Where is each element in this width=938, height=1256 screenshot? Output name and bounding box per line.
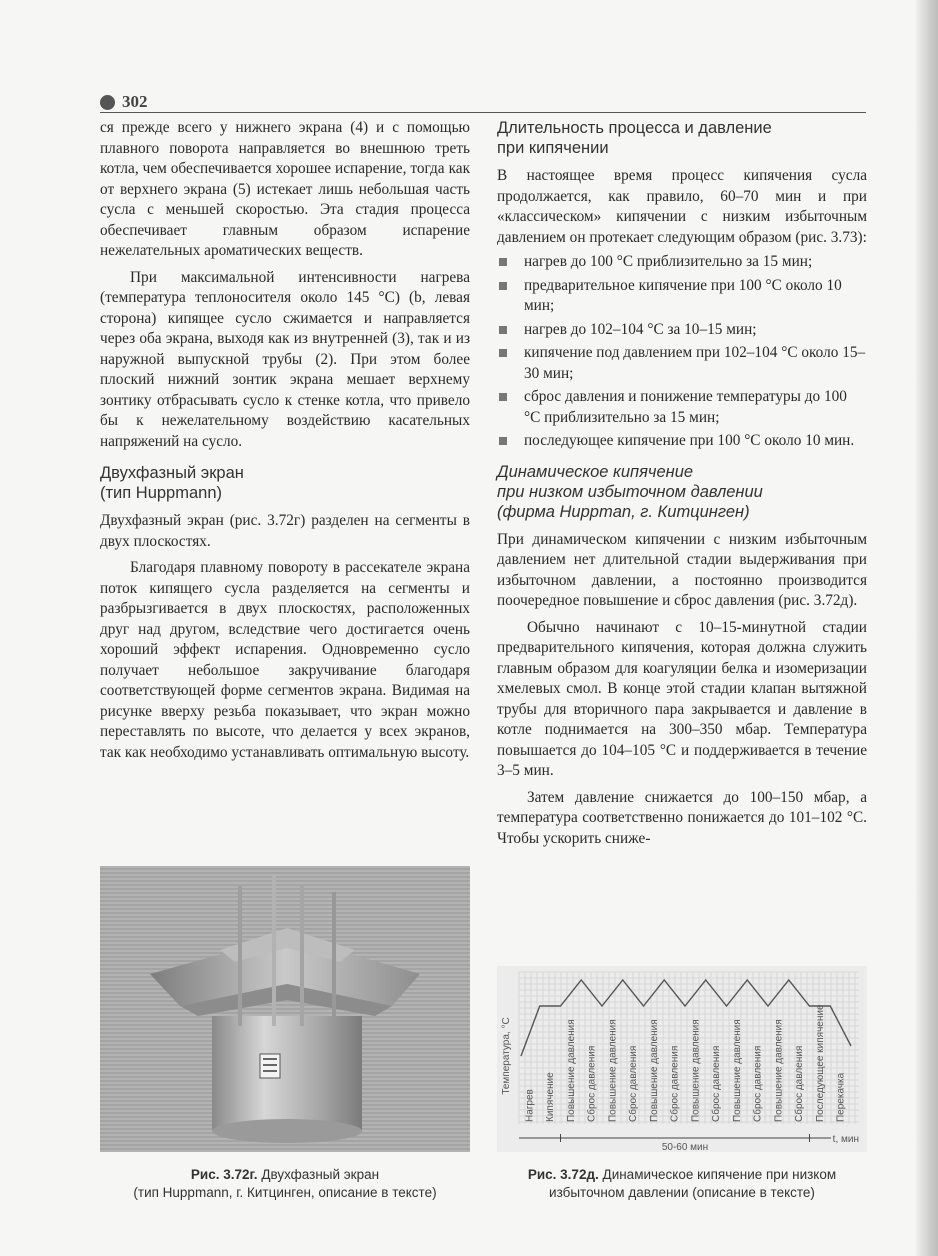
page-number: 302 <box>122 92 148 111</box>
figure-two-phase-screen <box>100 866 470 1152</box>
list-item: сброс давления и понижение температуры до 100 °С приблизительно за 15 мин; <box>497 387 867 428</box>
paragraph: В настоящее время процесс кипячения сусла продолжается, как правило, 60–70 мин и при «классическом» кипячении с низким избыточным давлением он протекает следующим образом (рис. 3.73): <box>497 167 867 246</box>
stage-label: Повышение давления <box>773 1019 785 1122</box>
stage-label: Сброс давления <box>752 1045 764 1122</box>
stage-label: Сброс давления <box>711 1045 723 1122</box>
section-heading <box>497 118 867 158</box>
heading-line: (фирма Huppman, г. Китцинген) <box>497 502 750 521</box>
figure-caption-left <box>100 1166 470 1202</box>
stage-label: Повышение давления <box>565 1019 577 1122</box>
list-item: кипячение под давлением при 102–104 °С около 15–30 мин; <box>497 343 867 384</box>
list-item: предварительное кипячение при 100 °С около 10 мин; <box>497 276 867 317</box>
stage-label: Повышение давления <box>607 1019 619 1122</box>
two-phase-screen-illustration <box>100 866 470 1152</box>
paragraph: Затем давление снижается до 100–150 мбар, а температура соответственно понижается до 101–102 °С. Чтобы ускорить сниже- <box>497 788 867 847</box>
caption-text: (тип Huppmann, г. Китцинген, описание в тексте) <box>133 1185 437 1200</box>
page-marker-icon <box>100 95 115 110</box>
bullet-list <box>497 252 867 452</box>
dynamic-boiling-chart <box>497 966 867 1152</box>
stage-label: Кипячение <box>545 1072 557 1122</box>
paragraph: ся прежде всего у нижнего экрана (4) и с помощью плавного поворота направляется во внешнюю треть котла, чем обеспечивается хорошее испарение, тогда как от верхнего экрана (5) истекает лишь небольшая часть сусла с меньшей скоростью. Эта стадия процесса обеспечивает главным образом испарение нежелательных ароматических веществ. <box>100 119 470 259</box>
caption-text: Двухфазный экран <box>261 1167 380 1182</box>
list-item: нагрев до 100 °С приблизительно за 15 мин; <box>497 252 867 273</box>
duration-label: 50-60 мин <box>661 1142 709 1152</box>
stage-label: Повышение давления <box>731 1019 743 1122</box>
stage-label: Нагрев <box>524 1089 536 1122</box>
section-heading <box>100 463 470 503</box>
list-item: нагрев до 102–104 °С за 10–15 мин; <box>497 320 867 341</box>
paragraph: При максимальной интенсивности нагрева (температура теплоносителя около 145 °С) (b, левая сторона) кипящее сусло сжимается и направляется через оба экрана, выходя как из внутренней (3), так и из наружной выпускной трубы (2). При этом более плоский нижний зонтик экрана мешает верхнему зонтику отбрасывать сусло к стенке котла, что привело бы к нежелательному воздействию касательных напряжений на сусло. <box>100 268 470 450</box>
stage-label: Перекачка <box>835 1072 847 1122</box>
caption-text: избыточном давлении (описание в тексте) <box>549 1185 815 1200</box>
figure-caption-right <box>497 1166 867 1202</box>
stage-label: Сброс давления <box>794 1045 806 1122</box>
left-column <box>100 118 470 763</box>
caption-label: Рис. 3.72д. <box>527 1167 599 1182</box>
figure-dynamic-boiling-chart <box>497 966 867 1152</box>
heading-line: (тип Huppmann) <box>100 484 223 502</box>
stage-label: Повышение давления <box>648 1019 660 1122</box>
right-column <box>497 118 867 849</box>
stage-label: Сброс давления <box>628 1045 640 1122</box>
paragraph: Двухфазный экран (рис. 3.72г) разделен на сегменты в двух плоскостях. <box>100 512 470 550</box>
stage-label: Повышение давления <box>690 1019 702 1122</box>
time-unit-label: t, мин <box>832 1134 859 1145</box>
heading-line: при низком избыточном давлении <box>497 482 763 501</box>
paragraph: При динамическом кипячении с низким избыточным давлением нет длительной стадии выдерживания при избыточном давлении, а постоянно производится поочередное повышение и сброс давления (рис. 3.72д). <box>497 530 867 609</box>
header-rule <box>100 112 866 113</box>
stage-label: Последующее кипячение <box>814 1004 826 1122</box>
book-spine-shadow <box>916 0 938 1256</box>
paragraph: Обычно начинают с 10–15-минутной стадии предварительного кипячения, которая должна служить главным образом для коагуляции белка и изомеризации хмелевых смол. В конце этой стадии клапан вытяжной трубы для вторичного пара закрывается и давление в котле поднимается на 300–350 мбар. Температура повышается до 104–105 °С и поддерживается в течение 3–5 мин. <box>497 618 867 779</box>
heading-line: Динамическое кипячение <box>497 462 694 481</box>
caption-text: Динамическое кипячение при низком <box>602 1167 837 1182</box>
stage-label: Сброс давления <box>669 1045 681 1122</box>
section-heading <box>497 462 867 522</box>
heading-line: при кипячении <box>497 139 609 157</box>
page-header <box>100 92 866 116</box>
y-axis-label: Температура, °С <box>501 1017 512 1095</box>
list-item: последующее кипячение при 100 °С около 10 мин. <box>497 431 867 452</box>
caption-label: Рис. 3.72г. <box>190 1167 258 1182</box>
heading-line: Длительность процесса и давление <box>497 119 772 137</box>
stage-label: Сброс давления <box>586 1045 598 1122</box>
paragraph: Благодаря плавному повороту в рассекателе экрана поток кипящего сусла разделяется на сегменты и разбрызгивается в двух плоскостях, расположенных друг над другом, вследствие чего достигается очень хороший эффект испарения. Одновременно сусло получает небольшое закручивание благодаря соответствующей форме сегментов экрана. Видимая на рисунке вверху резьба показывает, что экран можно переставлять по высоте, что делается у всех экранов, так как необходимо устанавливать оптимальную высоту. <box>100 559 470 761</box>
heading-line: Двухфазный экран <box>100 464 244 482</box>
